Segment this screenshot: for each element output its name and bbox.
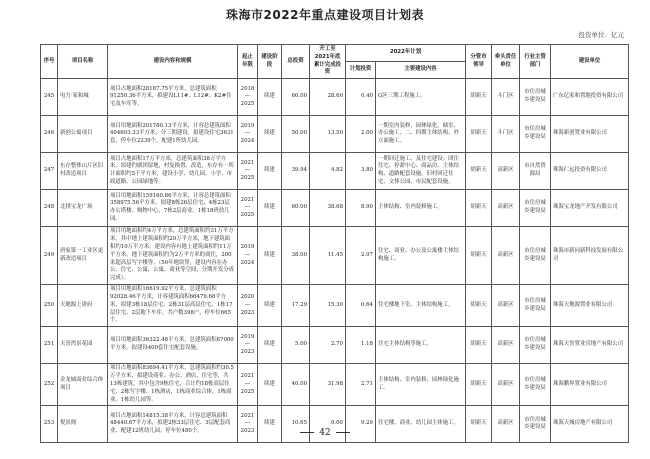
cell-builder: 珠海市新同新科技发展有限公司 [551, 227, 629, 285]
cell-cumulative: 28.60 [310, 79, 346, 116]
table-row [41, 364, 629, 406]
cell-district: 胡新天 [466, 153, 492, 190]
cell-plan-invest: 0.64 [346, 285, 376, 327]
cell-dept: 市住房城乡建设局 [520, 227, 551, 285]
col-dept: 行业主管部门 [520, 45, 551, 79]
cell-total: 50.00 [282, 116, 310, 153]
cell-name: 天誉湾景花园 [58, 327, 108, 364]
footer-dash-left [300, 432, 314, 433]
cell-content: 项目用地面积16619.92平方米，总建筑面积92028.46平方米，计容建筑面积66479.68平方米，拟建3栋18层住宅、2栋31层高层住宅、1栋17层住宅、2层地下车库，共户数398户，停车位665个。 [108, 285, 238, 327]
cell-name: 天地源上唐府 [58, 285, 108, 327]
table-row [41, 79, 629, 116]
cell-lead-unit: 高新区 [492, 153, 520, 190]
cell-seq: 253 [41, 406, 58, 443]
cell-stage: 续建 [258, 153, 282, 190]
cell-plan-invest: 8.90 [346, 190, 376, 227]
cell-seq: 248 [41, 190, 58, 227]
col-district: 分管市领导 [466, 45, 492, 79]
cell-district: 胡新天 [466, 190, 492, 227]
cell-stage: 续建 [258, 285, 282, 327]
cell-plan-content: 主体结构、室内装修施工。 [376, 190, 466, 227]
cell-plan-content: 住宅、商业、办公及公寓楼主体结构施工。 [376, 227, 466, 285]
cell-builder: 珠海天城房地产有限公司 [551, 406, 629, 443]
cell-content: 项目用地面积159160.86平方米，计容总建筑面积358975.56平方米。拟建8栋26层住宅、4栋23层办公塔楼、购物中心，7栋2层商业、1栋18班幼儿园。 [108, 190, 238, 227]
cell-cumulative: 4.82 [310, 153, 346, 190]
cell-stage: 续建 [258, 79, 282, 116]
cell-content: 项目占地面积17万平方米，总建筑面积38万平方米。拟建约剧团留地，村复换置、改造，东存有一所计面积约5千平方米，建设小学、幼儿园、小学、市政道路、公园绿地等。 [108, 153, 238, 190]
table-row [41, 116, 629, 153]
cell-plan-content: 住宅楼、商业、幼儿园主体施工。 [376, 406, 466, 443]
col-name: 项目名称 [58, 45, 108, 79]
cell-total: 17.29 [282, 285, 310, 327]
col-plan2022: 2022年计划 [346, 45, 466, 62]
cell-builder: 珠海新创置业有限公司 [551, 116, 629, 153]
cell-plan-invest: 1.18 [346, 327, 376, 364]
table-row [41, 190, 629, 227]
cell-district: 胡新天 [466, 79, 492, 116]
cell-builder: 珠海鹏界置业有限公司 [551, 364, 629, 406]
cell-seq: 246 [41, 116, 58, 153]
cell-cumulative: 0.00 [310, 406, 346, 443]
cell-cumulative: 38.68 [310, 190, 346, 227]
cell-content: 项目占地面积83694.41平方米，总建筑面积约30.5万平方米，拟建设商业、办公、酒店、住宅等，共13栋建筑，其中包含9栋住宅，合计约18栋高层住宅，2栋写字楼、1栋酒店，1栋商业综合体，1栋商业、1栋幼儿园等。 [108, 364, 238, 406]
col-builder: 建设单位 [551, 45, 629, 79]
col-plan-content: 主要建设内容 [376, 62, 466, 79]
cell-dept: 市自然资源局 [520, 153, 551, 190]
table-row [41, 153, 629, 190]
cell-dept: 市住房城乡建设局 [520, 364, 551, 406]
cell-content: 项目用地面积201780.13平方米，计容总建筑面积404603.33平方米，分三期建设。拟建设住宅3631套，停车位2239个，配建1所幼儿园。 [108, 116, 238, 153]
cell-stage: 续建 [258, 406, 282, 443]
cell-name: 唐家第一工业区更新改造项目 [58, 227, 108, 285]
table-row [41, 227, 629, 285]
table-row [41, 327, 629, 364]
cell-lead-unit: 斗门区 [492, 116, 520, 153]
cell-years: 2019—2024 [238, 116, 258, 153]
cell-cumulative: 11.45 [310, 227, 346, 285]
cell-years: 2019—2024 [238, 227, 258, 285]
cell-builder: 珠海天地源置业有限公司 [551, 285, 629, 327]
cell-cumulative: 13.50 [310, 116, 346, 153]
cell-lead-unit: 高新区 [492, 227, 520, 285]
cell-years: 2021—2025 [238, 364, 258, 406]
col-total: 总投资 [282, 45, 310, 79]
col-seq: 序号 [41, 45, 58, 79]
cell-district: 胡新天 [466, 116, 492, 153]
cell-plan-invest: 2.00 [346, 116, 376, 153]
cell-plan-content: 住宅主体结构等施工。 [376, 327, 466, 364]
cell-lead-unit: 高新区 [492, 406, 520, 443]
cell-content: 项目用地面积约4万平方米，总建筑面积约31万平方米，其中地上建筑面积约20万平方米，地下建筑面积约10万平方米。建设内容有地上建筑面积约11万平方米，地下建筑面积约为2万平方米的商住，200米超高层写字楼等。（50年地块签，建设内容在办公、住宅、公寓、公寓、商业等空间，分期开发分成完成）。 [108, 227, 238, 285]
cell-total: 60.00 [282, 190, 310, 227]
cell-total: 60.00 [282, 79, 310, 116]
page-title: 珠海市2022年重点建设项目计划表 [226, 8, 424, 22]
cell-seq: 250 [41, 285, 58, 327]
cell-dept: 市住房城乡建设局 [520, 79, 551, 116]
cell-stage: 续建 [258, 364, 282, 406]
cell-years: 2021—2023 [238, 406, 258, 443]
cell-cumulative: 2.70 [310, 327, 346, 364]
cell-name: 东存整体山片区旧村改造项目 [58, 153, 108, 190]
cell-plan-invest: 9.29 [346, 406, 376, 443]
cell-plan-content: 住宅楼地下室、主体结构施工。 [376, 285, 466, 327]
cell-dept: 市住房城乡建设局 [520, 190, 551, 227]
cell-total: 40.00 [282, 364, 310, 406]
col-lead-unit: 牵头责任单位 [492, 45, 520, 79]
cell-plan-invest: 3.80 [346, 153, 376, 190]
cell-builder: 珠海仁远投资有限公司 [551, 153, 629, 190]
cell-cumulative: 15.30 [310, 285, 346, 327]
cell-name: 金龙城商业综合体项目 [58, 364, 108, 406]
table-row [41, 285, 629, 327]
cell-years: 2018—2025 [238, 79, 258, 116]
cell-seq: 251 [41, 327, 58, 364]
cell-cumulative: 31.98 [310, 364, 346, 406]
cell-lead-unit: 高新区 [492, 285, 520, 327]
cell-plan-invest: 2.97 [346, 227, 376, 285]
cell-stage: 续建 [258, 327, 282, 364]
col-years: 起止年限 [238, 45, 258, 79]
cell-lead-unit: 高新区 [492, 190, 520, 227]
cell-plan-invest: 0.40 [346, 79, 376, 116]
cell-total: 5.00 [282, 327, 310, 364]
cell-dept: 市住房城乡建设局 [520, 327, 551, 364]
col-content: 建设内容和规模 [108, 45, 238, 79]
cell-seq: 252 [41, 364, 58, 406]
footer-dash-right [336, 432, 350, 433]
cell-name: 新创公寓项目 [58, 116, 108, 153]
cell-plan-invest: 2.71 [346, 364, 376, 406]
cell-district: 胡新天 [466, 227, 492, 285]
projects-table [40, 44, 629, 443]
cell-name: 电力·家和城 [58, 79, 108, 116]
cell-years: 2019—2023 [238, 327, 258, 364]
cell-content: 项目占地面积14815.38平方米，计容总建筑面积48440.67平方米，拟建2栋33层住宅、3层配套商业、配建12班幼儿园，停车位480个。 [108, 406, 238, 443]
cell-builder: 珠海天誉置业房地产有限公司 [551, 327, 629, 364]
cell-name: 北排宝龙广场 [58, 190, 108, 227]
cell-dept: 市住房城乡建设局 [520, 406, 551, 443]
cell-total: 39.94 [282, 153, 310, 190]
col-cumulative: 开工至2021年底累计完成投资 [310, 45, 346, 79]
cell-builder: 广东亿家和置地投资有限公司 [551, 79, 629, 116]
cell-content: 项目占地面积28187.75平方米，总建筑面积91250.36平方米，拟建设L11#、L12#、K2#住宅及车库等。 [108, 79, 238, 116]
cell-total: 38.00 [282, 227, 310, 285]
col-stage: 建设阶段 [258, 45, 282, 79]
cell-district: 胡新天 [466, 364, 492, 406]
cell-plan-content: 一期回迁施工、及住宅建设；团住住宅、停薪中心、商品房、主体结构、道路配套设施，旧村回迁住宅、文体公园、市民配套设施。 [376, 153, 466, 190]
page-footer [0, 428, 650, 438]
cell-stage: 续建 [258, 227, 282, 285]
cell-plan-content: 主体结构、室内装修、园林绿化施工。 [376, 364, 466, 406]
page-number: 42 [319, 428, 331, 438]
cell-dept: 市住房城乡建设局 [520, 285, 551, 327]
cell-years: 2020—2023 [238, 285, 258, 327]
cell-plan-content: 一期室内装修，园林绿化，储室、办公施工；二、四期主体结构、外立面施工。 [376, 116, 466, 153]
cell-district: 胡新天 [466, 327, 492, 364]
cell-content: 项目用地面积36322.48平方米，总建筑面积67000平方米，拟建设400套住宅配套设施。 [108, 327, 238, 364]
cell-seq: 247 [41, 153, 58, 190]
cell-stage: 续建 [258, 116, 282, 153]
cell-district: 胡新天 [466, 285, 492, 327]
col-plan-invest: 计划投资 [346, 62, 376, 79]
cell-lead-unit: 高新区 [492, 364, 520, 406]
cell-years: 2021—2025 [238, 190, 258, 227]
cell-dept: 市住房城乡建设局 [520, 116, 551, 153]
cell-seq: 245 [41, 79, 58, 116]
cell-seq: 249 [41, 227, 58, 285]
cell-plan-content: G区三期工程施工。 [376, 79, 466, 116]
cell-lead-unit: 斗门区 [492, 79, 520, 116]
cell-name: 悦景阁 [58, 406, 108, 443]
cell-lead-unit: 高新区 [492, 327, 520, 364]
cell-stage: 续建 [258, 190, 282, 227]
cell-district: 胡新天 [466, 406, 492, 443]
cell-builder: 珠海宝龙地产开发有限公司 [551, 190, 629, 227]
cell-years: 2021—2025 [238, 153, 258, 190]
cell-total: 10.65 [282, 406, 310, 443]
unit-label: 投资单位：亿元 [578, 31, 624, 39]
